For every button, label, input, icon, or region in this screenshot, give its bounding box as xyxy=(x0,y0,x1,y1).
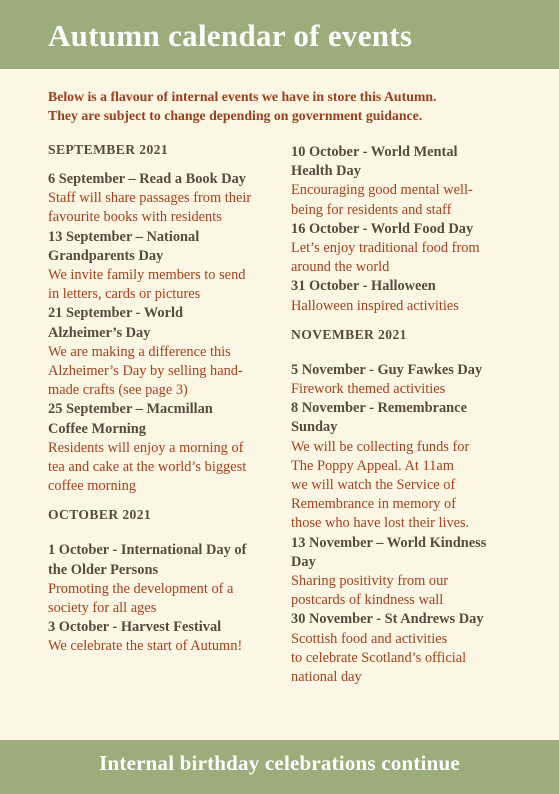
event-description: favourite books with residents xyxy=(48,209,222,226)
event-description: Residents will enjoy a morning of xyxy=(48,439,244,456)
event-item xyxy=(48,400,270,496)
event-title: 8 November - Remembrance xyxy=(291,400,467,417)
event-description: Staff will share passages from their xyxy=(48,190,252,207)
intro-line: They are subject to change depending on government guidance. xyxy=(48,108,423,123)
month-heading-november: NOVEMBER 2021 xyxy=(291,326,407,342)
event-description: postcards of kindness wall xyxy=(291,592,444,609)
intro-text xyxy=(48,87,518,125)
event-title: 21 September - World xyxy=(48,305,183,322)
event-description: Halloween inspired activities xyxy=(291,297,459,314)
event-description: Let’s enjoy traditional food from xyxy=(291,240,480,257)
event-description: The Poppy Appeal. At 11am xyxy=(291,457,454,474)
event-title: 30 November - St Andrews Day xyxy=(291,611,484,628)
event-item xyxy=(48,228,270,305)
month-heading-september: SEPTEMBER 2021 xyxy=(48,142,169,157)
event-description: Remembrance in memory of xyxy=(291,496,457,513)
event-description: being for residents and staff xyxy=(291,201,452,218)
event-description: Promoting the development of a xyxy=(48,580,234,597)
event-description: We are making a difference this xyxy=(48,343,231,360)
event-description: Alzheimer’s Day by selling hand- xyxy=(48,363,243,380)
event-title: 16 October - World Food Day xyxy=(291,220,474,237)
event-description: to celebrate Scotland’s official xyxy=(291,649,467,666)
event-item xyxy=(291,610,531,687)
event-title: 6 September – Read a Book Day xyxy=(48,171,247,187)
event-description: made crafts (see page 3) xyxy=(48,382,188,399)
event-title: 1 October - International Day of xyxy=(48,542,247,559)
event-description: we will watch the Service of xyxy=(291,477,456,494)
event-title: 13 September – National xyxy=(48,228,200,245)
event-title: Coffee Morning xyxy=(48,420,146,437)
event-item xyxy=(291,277,531,315)
event-description: Encouraging good mental well- xyxy=(291,182,473,199)
event-title: Alzheimer’s Day xyxy=(48,324,151,341)
event-item xyxy=(291,534,531,611)
event-description: Firework themed activities xyxy=(291,381,446,398)
event-item xyxy=(291,220,531,278)
event-description: society for all ages xyxy=(48,600,157,617)
event-description: Sharing positivity from our xyxy=(291,573,449,590)
event-item xyxy=(48,304,270,400)
event-description: tea and cake at the world’s biggest xyxy=(48,459,247,476)
event-description: We invite family members to send xyxy=(48,267,246,284)
left-column xyxy=(48,140,270,657)
event-description: those who have lost their lives. xyxy=(291,515,470,532)
event-title: 25 September – Macmillan xyxy=(48,401,213,418)
event-description: Scottish food and activities xyxy=(291,630,448,647)
event-description: around the world xyxy=(291,259,390,276)
event-title: 5 November - Guy Fawkes Day xyxy=(291,361,483,378)
event-title: Sunday xyxy=(291,419,338,436)
event-description: in letters, cards or pictures xyxy=(48,286,201,303)
month-heading-october: OCTOBER 2021 xyxy=(48,507,152,523)
event-title: 10 October - World Mental xyxy=(291,144,458,160)
october-events-continued xyxy=(291,143,531,316)
september-events xyxy=(48,170,270,496)
event-title: Day xyxy=(291,553,316,570)
event-title: 13 November – World Kindness xyxy=(291,534,487,551)
event-title: 3 October - Harvest Festival xyxy=(48,619,222,636)
event-item xyxy=(291,143,531,220)
intro-line: Below is a flavour of internal events we have in store this Autumn. xyxy=(48,89,437,104)
page-title: Autumn calendar of events xyxy=(48,18,413,53)
october-events xyxy=(48,541,270,656)
event-description: coffee morning xyxy=(48,478,137,495)
event-item xyxy=(48,618,270,656)
november-events xyxy=(291,361,531,687)
event-item xyxy=(48,541,270,618)
event-title: Grandparents Day xyxy=(48,247,164,264)
event-title: the Older Persons xyxy=(48,561,159,578)
footer-banner xyxy=(0,740,559,794)
event-description: national day xyxy=(291,669,362,686)
event-title: Health Day xyxy=(291,163,361,180)
event-description: We will be collecting funds for xyxy=(291,438,470,455)
right-column xyxy=(291,143,531,687)
event-item xyxy=(291,361,531,399)
event-item xyxy=(291,399,531,533)
event-title: 31 October - Halloween xyxy=(291,278,436,295)
footer-text: Internal birthday celebrations continue xyxy=(99,751,460,775)
event-description: We celebrate the start of Autumn! xyxy=(48,638,243,655)
event-item xyxy=(48,170,270,228)
header-banner xyxy=(0,0,559,69)
